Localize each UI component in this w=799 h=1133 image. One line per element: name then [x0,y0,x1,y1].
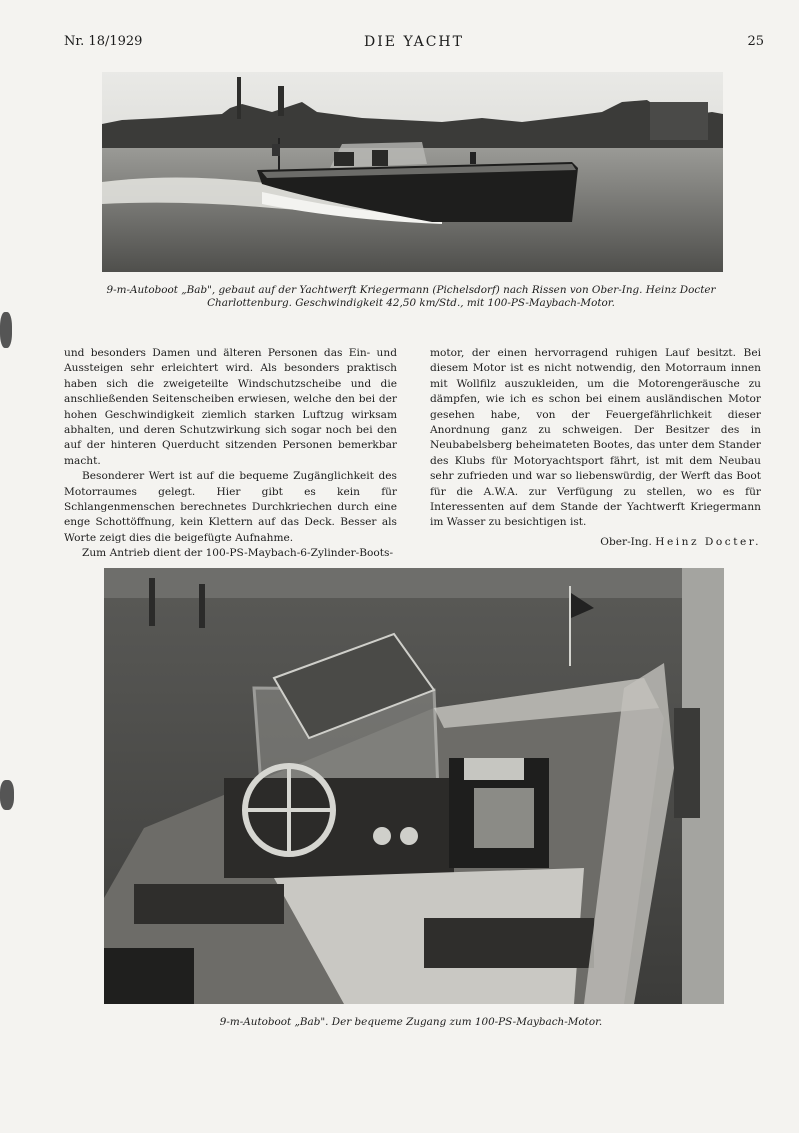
scan-artifact [0,780,14,810]
article-paragraph: und besonders Damen und älteren Personen das Ein- und Aussteigen sehr erleichtert wird. Als besonders praktisch haben sich die zweigeteilte Windschutzscheibe und die anschließenden Seitenscheiben erwiesen, welche den bei der hohen Geschwindigkeit ziemlich starken Luftzug wirksam abhalten, und deren Schutzwirkung sich sogar noch bei den auf der hinteren Querducht sitzenden Personen bemerkbar macht. [64,347,397,467]
article-paragraph: Besonderer Wert ist auf die bequeme Zugänglichkeit des Motorraumes gelegt. Hier gibt es kein für Schlangenmenschen berechnetes Durchkriechen durch eine enge Schottöffnung, kein Klettern auf das Deck. Besser als Worte zeigt dies die beigefügte Aufnahme. [64,470,397,544]
photo-top-caption-line1: 9-m-Autoboot „Bab", gebaut auf der Yachtwerft Kriegermann (Pichelsdorf) nach Rissen von Ober-Ing. Heinz Docter [106,284,716,296]
scan-artifact [0,312,12,348]
article-column-left [64,346,397,562]
author-name: Heinz Docter. [655,535,761,548]
page-number: 25 [747,34,764,49]
photo-top-caption [86,284,736,310]
article-paragraph: motor, der einen hervorragend ruhigen Lauf besitzt. Bei diesem Motor ist es nicht notwendig, den Motorraum innen mit Wollfilz auszukleiden, um die Motorengeräusche zu dämpfen, wie ich es schon bei einem ausländischen Motor gesehen habe, von der Feuergefährlichkeit dieser Anordnung ganz zu schweigen. Der Besitzer des in Neubabelsberg beheimateten Bootes, das unter dem Stander des Klubs für Motoryachtsport fährt, ist mit dem Neubau sehr zufrieden und war so liebenswürdig, der Werft das Boot für die A.W.A. zur Verfügung zu stellen, wo es für Interessenten auf dem Stande der Yachtwerft Kriegermann im Wasser zu besichtigen ist. [430,347,761,529]
journal-title: DIE YACHT [364,34,464,50]
author-signature [430,535,761,550]
article-column-right [430,346,761,550]
photo-bottom-caption: 9-m-Autoboot „Bab". Der bequeme Zugang zum 100-PS-Maybach-Motor. [219,1016,603,1028]
page-header [64,34,764,54]
issue-number: Nr. 18/1929 [64,34,143,49]
author-title: Ober-Ing. [600,535,652,548]
photo-cockpit-engine [104,568,724,1004]
article-paragraph: Zum Antrieb dient der 100-PS-Maybach-6-Zylinder-Boots- [82,547,394,560]
photo-top-caption-line2: Charlottenburg. Geschwindigkeit 42,50 km/Std., mit 100-PS-Maybach-Motor. [207,297,615,309]
photo-boat-underway [102,72,723,272]
